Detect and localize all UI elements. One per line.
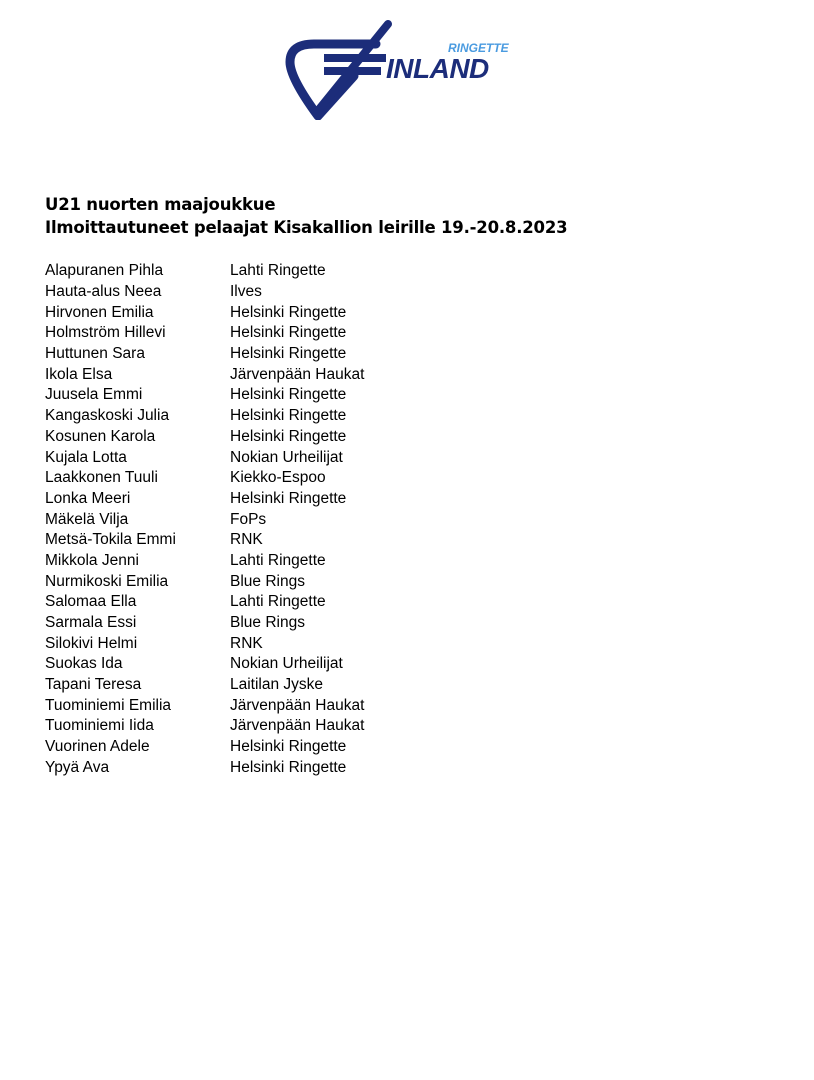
player-row bbox=[45, 530, 364, 551]
player-name: Juusela Emmi bbox=[45, 386, 143, 404]
player-club: Järvenpään Haukat bbox=[230, 696, 365, 714]
player-club: Helsinki Ringette bbox=[230, 489, 347, 507]
player-club: Lahti Ringette bbox=[230, 593, 326, 611]
player-list bbox=[45, 261, 364, 778]
player-name: Mäkelä Vilja bbox=[45, 510, 129, 528]
player-row bbox=[45, 509, 364, 530]
player-club: Helsinki Ringette bbox=[230, 427, 347, 445]
player-row bbox=[45, 758, 364, 779]
player-club: RNK bbox=[230, 634, 263, 652]
player-club: Blue Rings bbox=[230, 614, 305, 632]
player-row bbox=[45, 633, 364, 654]
player-club: Helsinki Ringette bbox=[230, 345, 347, 363]
document-heading bbox=[45, 193, 567, 239]
player-name: Hirvonen Emilia bbox=[45, 303, 154, 321]
player-row bbox=[45, 592, 364, 613]
player-row bbox=[45, 675, 364, 696]
player-row bbox=[45, 716, 364, 737]
logo-small-text: RINGETTE bbox=[448, 41, 509, 55]
player-club: Blue Rings bbox=[230, 572, 305, 590]
player-club: Lahti Ringette bbox=[230, 262, 326, 280]
player-club: Nokian Urheilijat bbox=[230, 655, 343, 673]
player-club: Helsinki Ringette bbox=[230, 324, 347, 342]
player-row bbox=[45, 302, 364, 323]
player-name: Holmström Hillevi bbox=[45, 324, 166, 342]
player-name: Suokas Ida bbox=[45, 655, 123, 673]
player-name: Laakkonen Tuuli bbox=[45, 469, 158, 487]
player-name: Ypyä Ava bbox=[45, 758, 110, 776]
player-name: Kujala Lotta bbox=[45, 448, 127, 466]
player-name: Silokivi Helmi bbox=[45, 634, 138, 652]
player-row bbox=[45, 468, 364, 489]
player-name: Huttunen Sara bbox=[45, 345, 145, 363]
player-name: Lonka Meeri bbox=[45, 489, 131, 507]
player-name: Kangaskoski Julia bbox=[45, 407, 170, 425]
player-name: Sarmala Essi bbox=[45, 614, 137, 632]
player-row bbox=[45, 737, 364, 758]
page-subtitle: Ilmoittautuneet pelaajat Kisakallion leirille 19.-20.8.2023 bbox=[45, 218, 568, 237]
player-club: Lahti Ringette bbox=[230, 551, 326, 569]
player-name: Alapuranen Pihla bbox=[45, 262, 164, 280]
logo-main-text: INLAND bbox=[386, 53, 489, 84]
player-club: Laitilan Jyske bbox=[230, 676, 324, 694]
player-club: Ilves bbox=[230, 283, 262, 301]
player-row bbox=[45, 323, 364, 344]
player-club: Helsinki Ringette bbox=[230, 386, 347, 404]
player-name: Vuorinen Adele bbox=[45, 738, 150, 756]
page-title: U21 nuorten maajoukkue bbox=[45, 195, 276, 214]
player-club: Järvenpään Haukat bbox=[230, 717, 365, 735]
player-name: Tapani Teresa bbox=[45, 676, 142, 694]
player-name: Salomaa Ella bbox=[45, 593, 137, 611]
player-club: FoPs bbox=[230, 510, 267, 528]
player-name: Tuominiemi Iida bbox=[45, 717, 154, 735]
player-row bbox=[45, 551, 364, 572]
player-name: Kosunen Karola bbox=[45, 427, 156, 445]
player-row bbox=[45, 654, 364, 675]
player-row bbox=[45, 571, 364, 592]
player-row bbox=[45, 385, 364, 406]
player-row bbox=[45, 427, 364, 448]
player-club: RNK bbox=[230, 531, 263, 549]
player-club: Helsinki Ringette bbox=[230, 758, 347, 776]
player-row bbox=[45, 447, 364, 468]
player-row bbox=[45, 489, 364, 510]
player-row bbox=[45, 613, 364, 634]
player-club: Nokian Urheilijat bbox=[230, 448, 343, 466]
player-name: Ikola Elsa bbox=[45, 365, 113, 383]
player-row bbox=[45, 364, 364, 385]
player-name: Metsä-Tokila Emmi bbox=[45, 531, 176, 549]
player-name: Nurmikoski Emilia bbox=[45, 572, 169, 590]
player-row bbox=[45, 406, 364, 427]
player-row bbox=[45, 282, 364, 303]
player-row bbox=[45, 344, 364, 365]
player-name: Tuominiemi Emilia bbox=[45, 696, 172, 714]
player-club: Helsinki Ringette bbox=[230, 303, 347, 321]
player-name: Hauta-alus Neea bbox=[45, 283, 162, 301]
player-club: Helsinki Ringette bbox=[230, 738, 347, 756]
player-row bbox=[45, 695, 364, 716]
player-club: Kiekko-Espoo bbox=[230, 469, 326, 487]
player-row bbox=[45, 261, 364, 282]
player-name: Mikkola Jenni bbox=[45, 551, 139, 569]
player-club: Helsinki Ringette bbox=[230, 407, 347, 425]
ringette-finland-logo bbox=[284, 20, 529, 120]
player-club: Järvenpään Haukat bbox=[230, 365, 365, 383]
